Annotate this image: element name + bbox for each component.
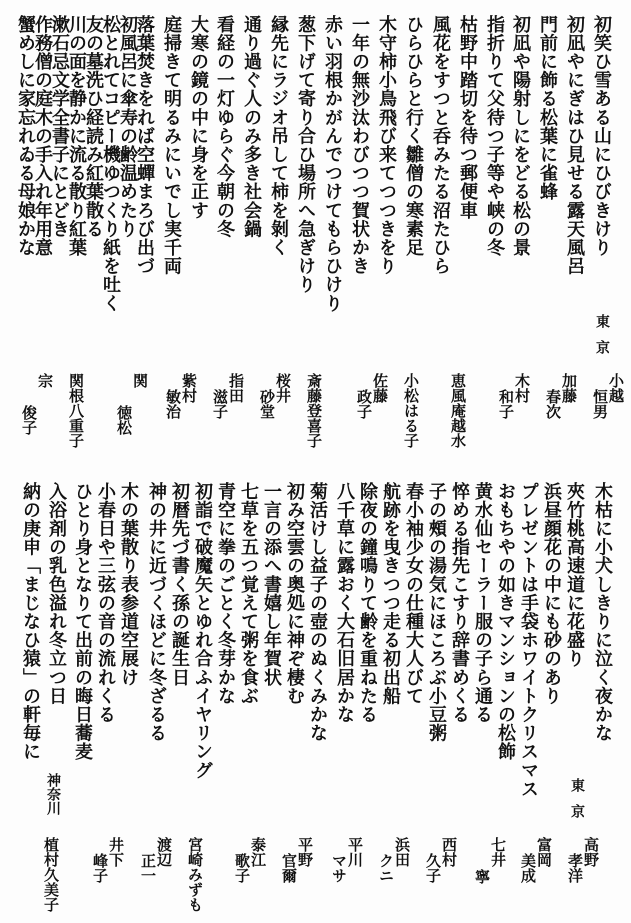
haiku-line: 風花をすつと呑みたる沼たひら bbox=[430, 15, 451, 276]
haiku-line: 指折りて父待つ子等や峡の冬 bbox=[484, 15, 505, 257]
haiku-line: 初み空雲の奥処に神ぞ棲む bbox=[284, 482, 305, 706]
haiku-line: 納の庚申「まじなひ猿」の軒毎に bbox=[20, 482, 41, 761]
prefecture-label: 東京 bbox=[569, 778, 585, 830]
haiku-line: 黄水仙セーラー服の子ら通る bbox=[472, 482, 493, 724]
author-name: 紫村 敏治 bbox=[164, 373, 198, 419]
haiku-line: 木の葉散り表参道空展け bbox=[118, 482, 139, 687]
author-name: 関 徳松 bbox=[115, 373, 149, 435]
author-name: 恵風庵越水 bbox=[449, 373, 467, 448]
author-name: 木村 和子 bbox=[497, 373, 531, 419]
prefecture-label: 神奈川 bbox=[45, 773, 61, 815]
haiku-line: ひとり身となりて出前の晦日蕎麦 bbox=[72, 482, 93, 761]
haiku-line: 八千草に露おく大石旧居かな bbox=[334, 482, 355, 724]
haiku-line: 初風呂に傘寿の齢温めたり bbox=[117, 15, 138, 239]
haiku-line: 初詣で破魔矢とゆれ合ふイヤリング bbox=[192, 482, 213, 780]
prefecture-label: 東京 bbox=[594, 314, 610, 366]
bottom-section bbox=[0, 470, 631, 923]
author-name: 小松はる子 bbox=[402, 373, 420, 448]
haiku-line: プレゼントは手袋ホワイトクリスマス bbox=[518, 482, 539, 799]
haiku-line: 春小袖少女の仕種大人びて bbox=[403, 482, 424, 706]
haiku-line: おもちやの如きマンションの松飾 bbox=[495, 482, 516, 761]
author-name: 泰江 歌子 bbox=[233, 837, 267, 883]
haiku-line: 木守柿小鳥飛び来てつつきをり bbox=[376, 15, 397, 276]
haiku-line: 初凪やにぎはひ見せる露天風呂 bbox=[564, 15, 585, 276]
haiku-line: 作務僧の庭木の手入れ年用意 bbox=[32, 15, 53, 257]
haiku-line: 川の面を静かに流る散り紅葉 bbox=[66, 15, 87, 257]
haiku-line: 友の墓洗ひ経読み紅葉散る bbox=[83, 15, 104, 239]
haiku-line: 七草を五つ覚えて粥を食ぶ bbox=[238, 482, 259, 706]
author-name: 七井 寧 bbox=[473, 837, 507, 884]
haiku-line: 入浴剤の乳色溢れ冬立つ日 bbox=[46, 482, 67, 706]
haiku-line: 航跡を曳きつつ走る初出船 bbox=[380, 482, 401, 706]
author-name: 宮崎みずも bbox=[186, 837, 204, 912]
haiku-line: 除夜の鐘鳴りて齢を重ねたる bbox=[357, 482, 378, 724]
haiku-line: 一言の添へ書嬉し年賀状 bbox=[261, 482, 282, 687]
haiku-line: 看経の一灯ゆらぐ今朝の冬 bbox=[214, 15, 235, 239]
author-name: 井下 峰子 bbox=[91, 837, 125, 883]
haiku-line: 青空に拳のごとく冬芽かな bbox=[215, 482, 236, 706]
author-name: 指田 滋子 bbox=[211, 373, 245, 419]
haiku-line: 悴める指先こすり辞書めくる bbox=[449, 482, 470, 724]
haiku-line: ひらひらと行く雛僧の寒素足 bbox=[403, 15, 424, 257]
haiku-line: 神の井に近づくほどに冬ざるる bbox=[146, 482, 167, 743]
haiku-line: 葱下げて寄り合ひ場所へ急ぎけり bbox=[295, 15, 316, 294]
haiku-line: 浜昼顔花の中にも砂のあり bbox=[541, 482, 562, 706]
haiku-line: 縁先にラジオ吊して柿を剝く bbox=[268, 15, 289, 257]
author-name: 渡辺 正一 bbox=[139, 837, 173, 883]
haiku-line: 夾竹桃高速道に花盛り bbox=[564, 482, 585, 668]
haiku-line: 落葉焚きをれば空蟬まろび出づ bbox=[134, 15, 155, 276]
haiku-line: 一年の無沙汰わびつつ賀状かき bbox=[349, 15, 370, 276]
haiku-line: 大寒の鏡の中に身を正す bbox=[188, 15, 209, 220]
author-name: 植村久美子 bbox=[42, 837, 60, 912]
haiku-line: 蟹めしに家忘れゐる母娘かな bbox=[15, 15, 36, 257]
author-name: 小越 恒男 bbox=[591, 373, 625, 419]
haiku-line: 木枯に小犬しきりに泣く夜かな bbox=[592, 482, 613, 743]
author-name: 佐藤 政子 bbox=[355, 373, 389, 419]
author-name: 平川 マサ bbox=[330, 837, 364, 883]
haiku-line: 門前に飾る松葉に雀蜂 bbox=[537, 15, 558, 201]
haiku-line: 菊活けし益子の壺のぬくみかな bbox=[307, 482, 328, 743]
haiku-line: 初暦先づ書く孫の誕生日 bbox=[169, 482, 190, 687]
haiku-line: 枯野中踏切を待つ郵便車 bbox=[457, 15, 478, 220]
author-name: 桜井 砂堂 bbox=[258, 373, 292, 419]
author-name: 高野 孝洋 bbox=[566, 837, 600, 883]
author-name: 浜田 クニ bbox=[377, 837, 411, 883]
haiku-line: 小春日や三弦の音の流れくる bbox=[95, 482, 116, 724]
haiku-line: 子の頰の湯気にほころぶ小豆粥 bbox=[426, 482, 447, 743]
haiku-line: 初笑ひ雪ある山にひびきけり bbox=[591, 15, 612, 257]
author-name: 富岡 美成 bbox=[519, 837, 553, 883]
haiku-line: 通り過ぐ人のみ多き社会鍋 bbox=[241, 15, 262, 239]
author-name: 斎藤登喜子 bbox=[305, 373, 323, 448]
author-name: 加藤 春次 bbox=[544, 373, 578, 419]
author-name: 平野 官爾 bbox=[280, 837, 314, 883]
haiku-line: 庭掃きて明るみにいでし実千両 bbox=[161, 15, 182, 276]
haiku-line: 漱石忌文学全書子にとどき bbox=[49, 15, 70, 239]
author-name: 関根八重子 bbox=[67, 373, 85, 448]
haiku-line: 初凪や陽射しにをどる松の景 bbox=[510, 15, 531, 257]
haiku-line: 松とれてコピー機ゆつくり紙を吐く bbox=[100, 15, 121, 313]
haiku-line: 赤い羽根かがんでつけてもらひけり bbox=[322, 15, 343, 313]
author-name: 宗 俊子 bbox=[20, 373, 54, 435]
author-name: 西村 久子 bbox=[424, 837, 458, 883]
